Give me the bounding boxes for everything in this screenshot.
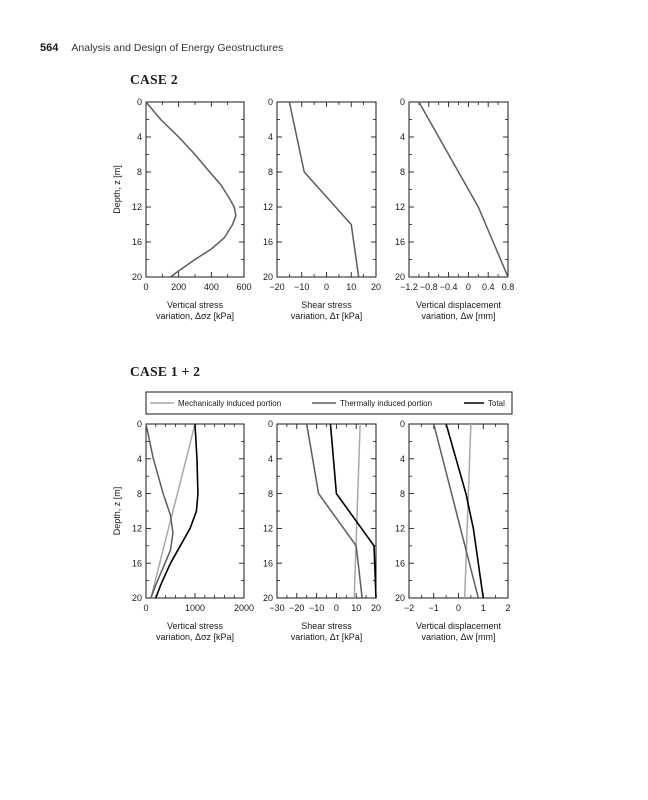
- case12-disp-ytick-label: 4: [399, 454, 405, 464]
- case12-disp-panel: [395, 419, 511, 642]
- case2-disp-xtick-label: 0.4: [481, 282, 495, 292]
- case12-shear-xlabel: variation, Δτ [kPa]: [290, 632, 363, 642]
- case2-shear-xtick-label: 0: [323, 282, 330, 292]
- case12-shear-series-thermal: [307, 424, 362, 598]
- case2-disp-ytick-label: 8: [399, 167, 405, 178]
- case12-disp-ytick-label: 20: [394, 593, 405, 604]
- case12-shear-xtick-label: −10: [308, 603, 325, 613]
- case2-stress-panel: [112, 97, 252, 321]
- case2-shear-panel: [263, 97, 381, 321]
- case2-stress-xtick-label: 200: [171, 282, 187, 292]
- case2-stress-xtick-label: 400: [203, 282, 219, 292]
- case12-shear-xtick-label: −30: [269, 603, 285, 613]
- case12-stress-ytick-label: 8: [136, 488, 142, 499]
- case2-stress-xlabel: variation, Δσz [kPa]: [155, 311, 235, 321]
- case12-disp-xtick-label: −1: [428, 603, 439, 613]
- case12-shear-xtick-label: 20: [370, 603, 382, 613]
- case2-stress-ytick-label: 0: [136, 97, 142, 108]
- case12-disp-series-thermal: [434, 424, 479, 598]
- case2-disp-ytick-label: 0: [399, 97, 405, 108]
- case12-disp-xlabel: variation, Δw [mm]: [421, 632, 496, 642]
- case2-stress-ytick-label: 16: [131, 237, 142, 248]
- case12-stress-ytick-label: 12: [131, 523, 142, 534]
- page-number: 564: [40, 42, 59, 54]
- case2-stress-series-single: [146, 102, 236, 277]
- case12-disp-ytick-label: 16: [394, 558, 405, 569]
- case12-heading: CASE 1 + 2: [130, 364, 201, 379]
- case2-shear-xtick-label: −20: [269, 282, 285, 292]
- case2-disp-xtick-label: −0.4: [439, 282, 458, 292]
- case2-stress-ytick-label: 12: [131, 202, 142, 213]
- case12-shear-ytick-label: 16: [262, 558, 273, 569]
- book-title: Analysis and Design of Energy Geostructures: [71, 42, 284, 54]
- case12-stress-ytick-label: 4: [136, 454, 142, 464]
- case2-stress-xtick-label: 0: [143, 282, 149, 292]
- case2-stress-ytick-label: 4: [136, 132, 142, 143]
- case12-stress-ytick-label: 20: [131, 593, 142, 604]
- case12-stress-xlabel: Vertical stress: [166, 621, 224, 631]
- case12-disp-xlabel: Vertical displacement: [415, 621, 502, 631]
- case12-disp-xtick-label: 0: [455, 603, 462, 613]
- legend-total-label: Total: [488, 399, 505, 408]
- case12-disp-xtick-label: 1: [480, 603, 486, 613]
- case2-shear-xtick-label: 10: [346, 282, 357, 292]
- case12-disp-ytick-label: 12: [394, 523, 405, 534]
- case2-disp-xtick-label: −0.8: [419, 282, 438, 292]
- case12-disp-frame: [409, 424, 508, 598]
- case12-shear-ytick-label: 0: [267, 419, 273, 430]
- case12-disp-ytick-label: 8: [399, 488, 405, 499]
- case2-heading: CASE 2: [130, 72, 178, 87]
- case12-shear-xtick-label: −20: [289, 603, 305, 613]
- case12-shear-panel: [263, 419, 381, 642]
- case12-stress-xtick-label: 0: [143, 603, 149, 613]
- case2-shear-ytick-label: 12: [262, 202, 273, 213]
- case2-disp-xtick-label: 0: [465, 282, 471, 292]
- legend: [146, 392, 512, 414]
- case2-disp-ytick-label: 16: [394, 237, 405, 248]
- case12-stress-series-thermal: [146, 424, 173, 598]
- case2-disp-series-single: [419, 102, 508, 277]
- case12-disp-xtick-label: −2: [403, 603, 415, 613]
- legend-thermal-label: Thermally induced portion: [340, 399, 433, 408]
- case2-disp-ytick-label: 20: [394, 272, 405, 283]
- case2-disp-panel: [395, 97, 514, 321]
- case12-stress-ytick-label: 16: [131, 558, 142, 569]
- case12-disp-series-total: [446, 424, 483, 598]
- case2-shear-frame: [277, 102, 376, 277]
- case12-stress-xlabel: variation, Δσz [kPa]: [155, 632, 235, 642]
- case12-shear-ytick-label: 8: [267, 488, 273, 499]
- case2-disp-xtick-label: −1.2: [400, 282, 418, 292]
- case2-stress-ytick-label: 20: [131, 272, 142, 283]
- case2-stress-xlabel: Vertical stress: [166, 300, 224, 310]
- case2-disp-frame: [409, 102, 508, 277]
- case2-stress-frame: [146, 102, 244, 277]
- case2-stress-ytick-label: 8: [136, 167, 142, 178]
- case12-shear-frame: [277, 424, 376, 598]
- case2-disp-xlabel: Vertical displacement: [415, 300, 502, 310]
- case12-shear-xtick-label: 10: [351, 603, 362, 613]
- case2-shear-ytick-label: 16: [262, 237, 273, 248]
- case2-shear-ytick-label: 4: [267, 132, 273, 143]
- case2-stress-ylabel: Depth, z [m]: [112, 165, 122, 214]
- case2-shear-xtick-label: −10: [294, 282, 310, 292]
- case12-shear-series-total: [330, 424, 376, 598]
- case12-shear-ytick-label: 20: [262, 593, 273, 604]
- legend-mechanical-label: Mechanically induced portion: [178, 399, 282, 408]
- case2-disp-ytick-label: 4: [399, 132, 405, 143]
- case12-stress-ytick-label: 0: [136, 419, 142, 430]
- case12-shear-xtick-label: 0: [333, 603, 339, 613]
- case2-shear-ytick-label: 20: [262, 272, 273, 283]
- case12-disp-xtick-label: 2: [505, 603, 511, 613]
- case2-shear-ytick-label: 0: [267, 97, 273, 108]
- case2-shear-xtick-label: 20: [370, 282, 382, 292]
- case12-stress-panel: [112, 419, 254, 642]
- case2-shear-series-single: [289, 102, 358, 277]
- case2-shear-ytick-label: 8: [267, 167, 273, 178]
- case12-stress-xtick-label: 1000: [184, 603, 206, 613]
- case2-disp-ytick-label: 12: [394, 202, 405, 213]
- case12-shear-ytick-label: 12: [262, 523, 273, 534]
- case12-stress-series-mechanical: [151, 424, 195, 598]
- case12-shear-xlabel: Shear stress: [301, 621, 352, 631]
- case2-shear-xlabel: variation, Δτ [kPa]: [290, 311, 363, 321]
- case12-stress-ylabel: Depth, z [m]: [112, 486, 122, 536]
- case2-disp-xtick-label: 0.8: [501, 282, 515, 292]
- case2-stress-xtick-label: 600: [236, 282, 252, 292]
- case12-stress-xtick-label: 2000: [233, 603, 255, 613]
- case12-disp-ytick-label: 0: [399, 419, 405, 430]
- case12-shear-ytick-label: 4: [267, 454, 273, 464]
- case2-shear-xlabel: Shear stress: [301, 300, 352, 310]
- case2-disp-xlabel: variation, Δw [mm]: [421, 311, 496, 321]
